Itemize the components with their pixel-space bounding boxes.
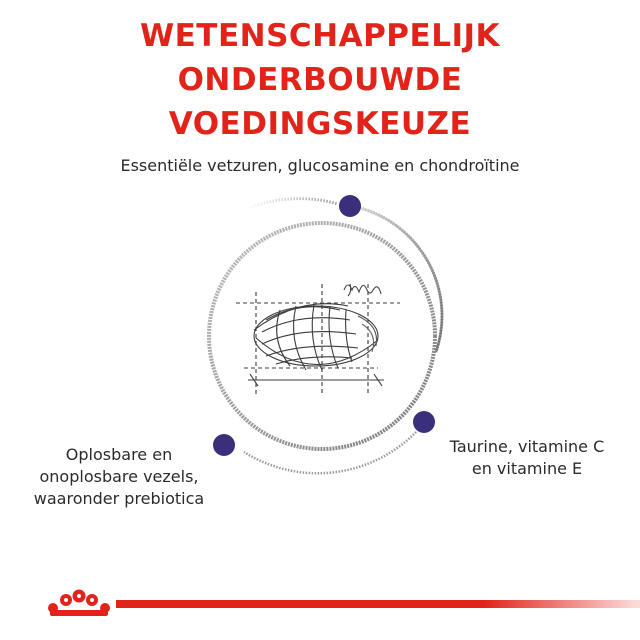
royal-crown-logo [44,586,114,622]
outer-ring-arc-bottom [244,432,416,473]
brand-red-band [116,600,640,608]
dot-left [213,434,235,456]
title-line-1: WETENSCHAPPELIJK ONDERBOUWDE [139,18,501,98]
outer-ring-arc-right-solid [360,208,442,352]
dot-top [339,195,361,217]
feature-fatty-acids: Essentiële vetzuren, glucosamine en chondroïtine [120,156,520,175]
feature-vitamins-line-1: Taurine, vitamine C [449,437,605,456]
feature-vitamins-line-2: en vitamine E [471,459,583,478]
dot-right [413,411,435,433]
outer-ring-arc-top [244,199,338,210]
feature-fibers-line-1: Oplosbare en [65,445,173,464]
kibble-sketch-icon [236,284,400,396]
title-line-2: VOEDINGSKEUZE [168,106,472,142]
feature-fibers-line-2: onoplosbare vezels, [39,467,199,486]
feature-fibers-line-3: waaronder prebiotica [33,489,205,508]
